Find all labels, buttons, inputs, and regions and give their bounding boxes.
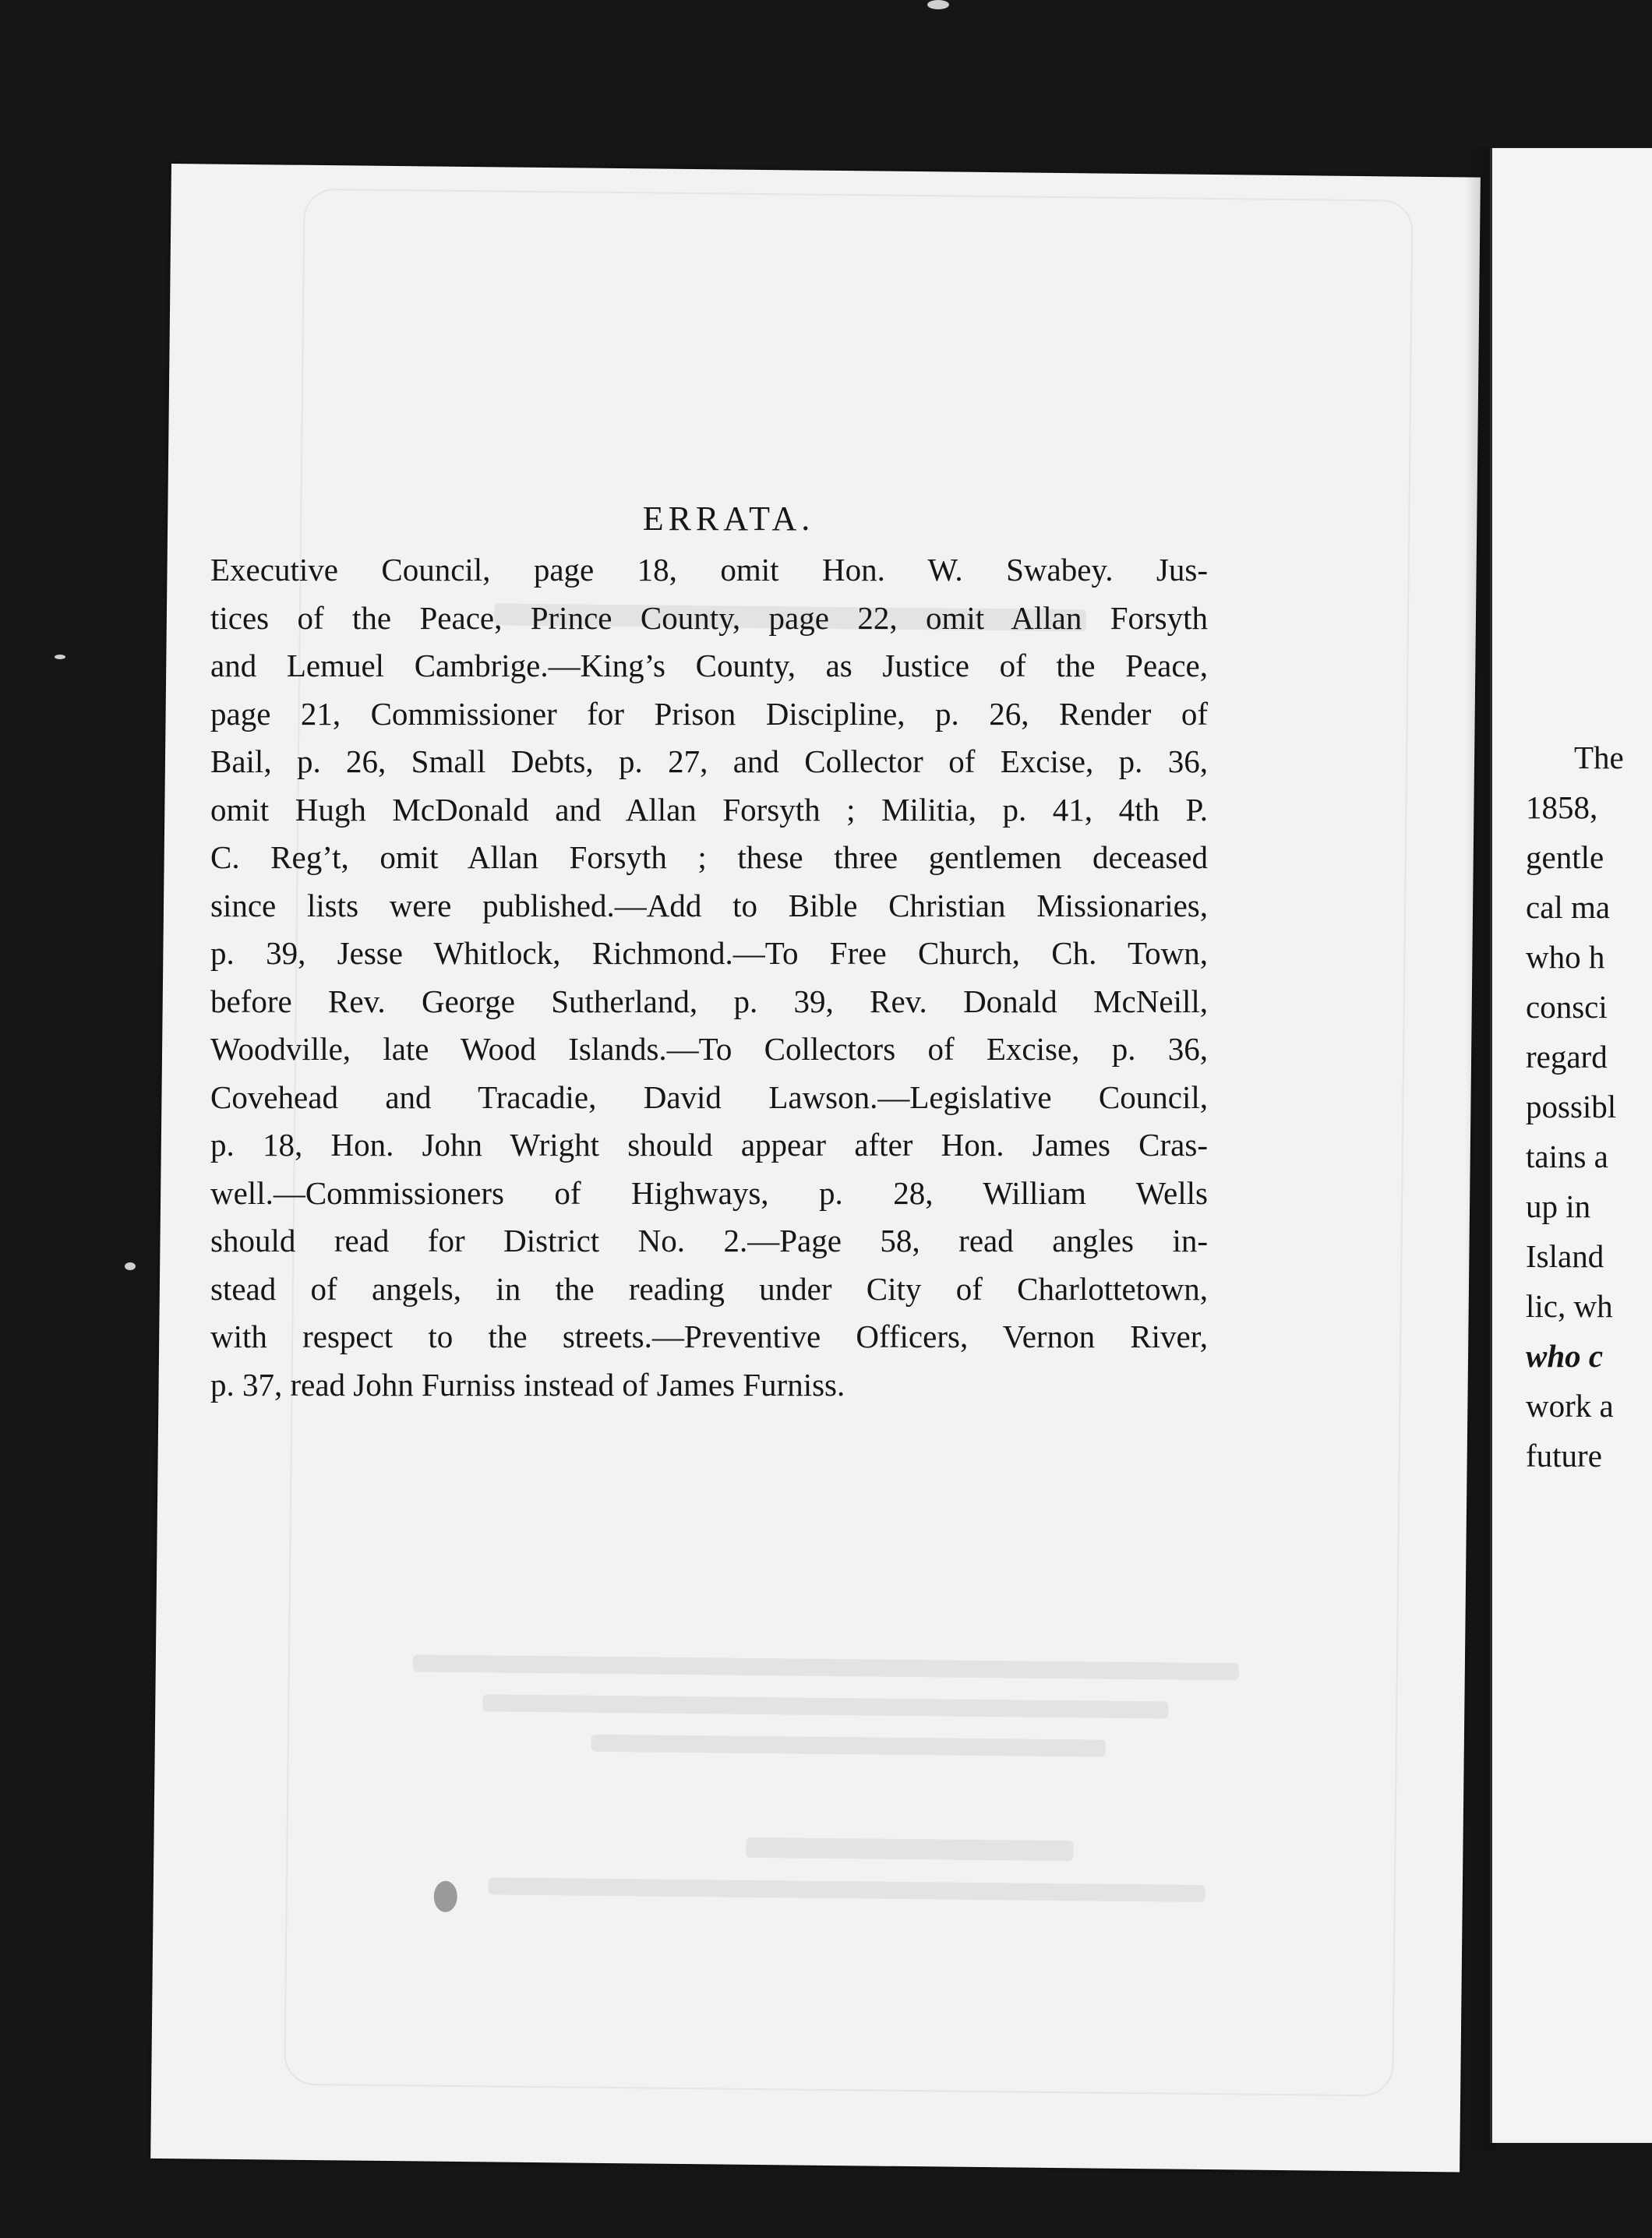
errata-line: p. 39, Jesse Whitlock, Richmond.—To Free Church, Ch. Town, <box>210 935 1208 971</box>
bleed-through-mark <box>489 1877 1205 1902</box>
facing-page-line: The <box>1574 740 1624 775</box>
bleed-through-mark <box>746 1837 1073 1861</box>
errata-line: stead of angels, in the reading under City of Charlottetown, <box>210 1270 1208 1307</box>
facing-page-line: cal ma <box>1526 889 1611 925</box>
facing-page-line: gentle <box>1526 839 1604 875</box>
bleed-through-mark <box>482 1694 1168 1718</box>
facing-page-line: up in <box>1526 1188 1591 1224</box>
dust-speck <box>927 0 949 9</box>
errata-line: page 21, Commissioner for Prison Discipline, p. 26, Render of <box>210 695 1208 732</box>
errata-block <box>210 499 1208 1409</box>
errata-line: Covehead and Tracadie, David Lawson.—Legislative Council, <box>210 1078 1208 1115</box>
errata-line: omit Hugh McDonald and Allan Forsyth ; Militia, p. 41, 4th P. <box>210 791 1208 828</box>
errata-line: well.—Commissioners of Highways, p. 28, William Wells <box>210 1174 1208 1211</box>
facing-page-line: regard <box>1526 1039 1608 1075</box>
facing-page-line: tains a <box>1526 1138 1608 1174</box>
errata-line: Bail, p. 26, Small Debts, p. 27, and Collector of Excise, p. 36, <box>210 743 1208 779</box>
errata-line: Woodville, late Wood Islands.—To Collectors of Excise, p. 36, <box>210 1031 1208 1067</box>
facing-page-line: who h <box>1526 939 1605 975</box>
errata-line: C. Reg’t, omit Allan Forsyth ; these three gentlemen deceased <box>210 839 1208 875</box>
errata-line: Executive Council, page 18, omit Hon. W. Swabey. Jus- <box>210 552 1208 588</box>
errata-line: before Rev. George Sutherland, p. 39, Rev. Donald McNeill, <box>210 983 1208 1019</box>
errata-line: p. 37, read John Furniss instead of James Furniss. <box>210 1366 845 1403</box>
ink-blot <box>434 1881 457 1912</box>
dust-speck <box>55 655 65 659</box>
facing-page-line: work a <box>1526 1388 1614 1424</box>
errata-line: with respect to the streets.—Preventive Officers, Vernon River, <box>210 1318 1208 1354</box>
errata-line: p. 18, Hon. John Wright should appear after Hon. James Cras- <box>210 1127 1208 1163</box>
facing-page-line: consci <box>1526 989 1608 1025</box>
facing-page-line: future <box>1526 1438 1602 1474</box>
errata-heading: ERRATA. <box>642 499 815 538</box>
facing-page-line: 1858, <box>1526 789 1598 825</box>
dust-speck <box>125 1262 136 1270</box>
facing-page-line: possibl <box>1526 1089 1617 1124</box>
bleed-through-mark <box>413 1654 1239 1680</box>
facing-page-line: who c <box>1526 1338 1604 1374</box>
errata-line: since lists were published.—Add to Bible Christian Missionaries, <box>210 887 1208 923</box>
bleed-through-mark <box>591 1735 1106 1757</box>
errata-line: tices of the Peace, Prince County, page 22, omit Allan Forsyth <box>210 599 1208 636</box>
facing-page-line: Island <box>1526 1238 1604 1274</box>
facing-page-line: lic, wh <box>1526 1288 1613 1324</box>
errata-line: and Lemuel Cambrige.—King’s County, as Justice of the Peace, <box>210 648 1208 683</box>
errata-line: should read for District No. 2.—Page 58, read angles in- <box>210 1223 1208 1258</box>
facing-page-text <box>1526 732 1624 1481</box>
